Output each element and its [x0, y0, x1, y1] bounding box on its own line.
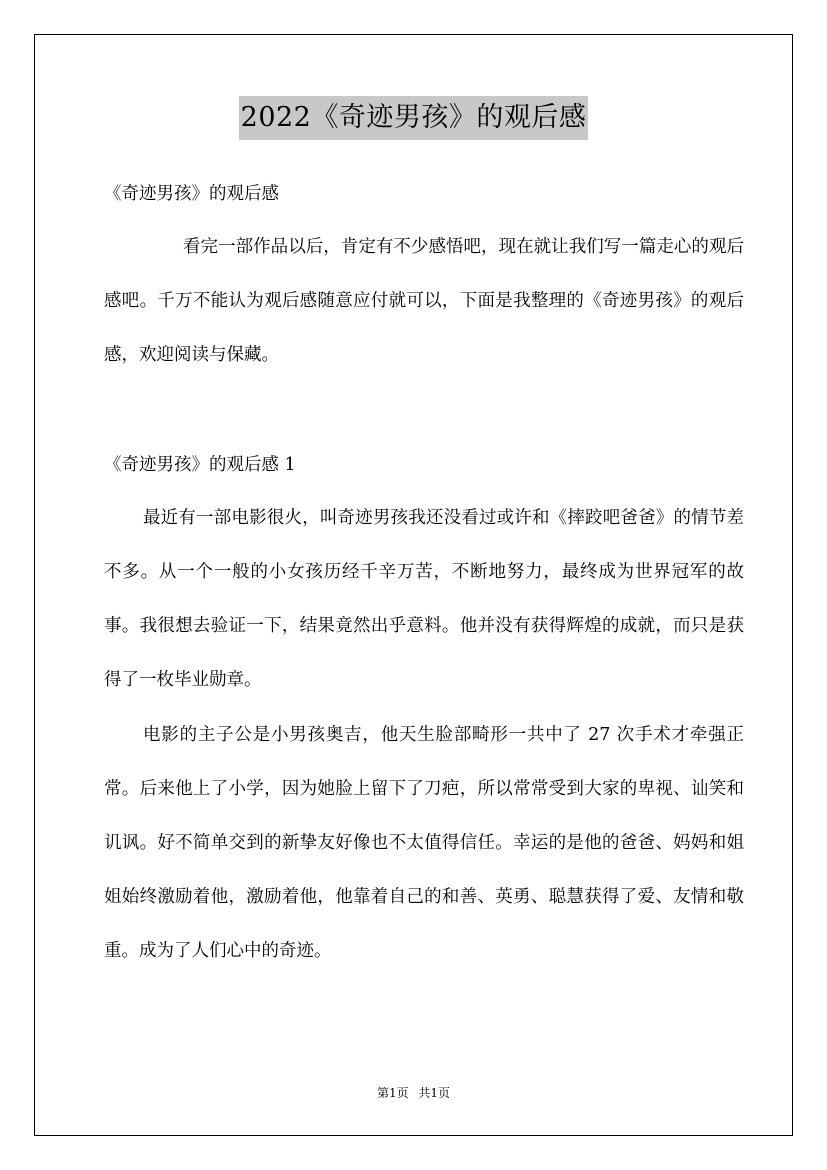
intro-paragraph: 看完一部作品以后，肯定有不少感悟吧，现在就让我们写一篇走心的观后感吧。千万不能认为观后感随意应付就可以，下面是我整理的《奇迹男孩》的观后感，欢迎阅读与保藏。 — [104, 237, 744, 365]
document-subtitle: 《奇迹男孩》的观后感 — [104, 184, 279, 204]
page-footer — [0, 1084, 827, 1102]
title-container — [0, 96, 827, 140]
page-total: 共1页 — [418, 1086, 451, 1100]
section-heading: 《奇迹男孩》的观后感 1 — [104, 455, 296, 475]
page-number: 第1页 — [376, 1086, 409, 1100]
body-paragraph: 电影的主子公是小男孩奥吉，他天生脸部畸形一共中了 27 次手术才牵强正常。后来他上了小学，因为她脸上留下了刀疤，所以常常受到大家的卑视、讪笑和讥讽。好不简单交到的新挚友好像也不太值得信任。幸运的是他的爸爸、妈妈和姐姐始终激励着他，激励着他，他靠着自己的和善、英勇、聪慧获得了爱、友情和敬重。成为了人们心中的奇迹。 — [104, 725, 744, 961]
body-paragraph: 最近有一部电影很火，叫奇迹男孩我还没看过或许和《摔跤吧爸爸》的情节差不多。从一个一般的小女孩历经千辛万苦，不断地努力，最终成为世界冠军的故事。我很想去验证一下，结果竟然出乎意料。他并没有获得辉煌的成就，而只是获得了一枚毕业勋章。 — [104, 508, 744, 690]
document-title: 2022《奇迹男孩》的观后感 — [239, 96, 589, 140]
